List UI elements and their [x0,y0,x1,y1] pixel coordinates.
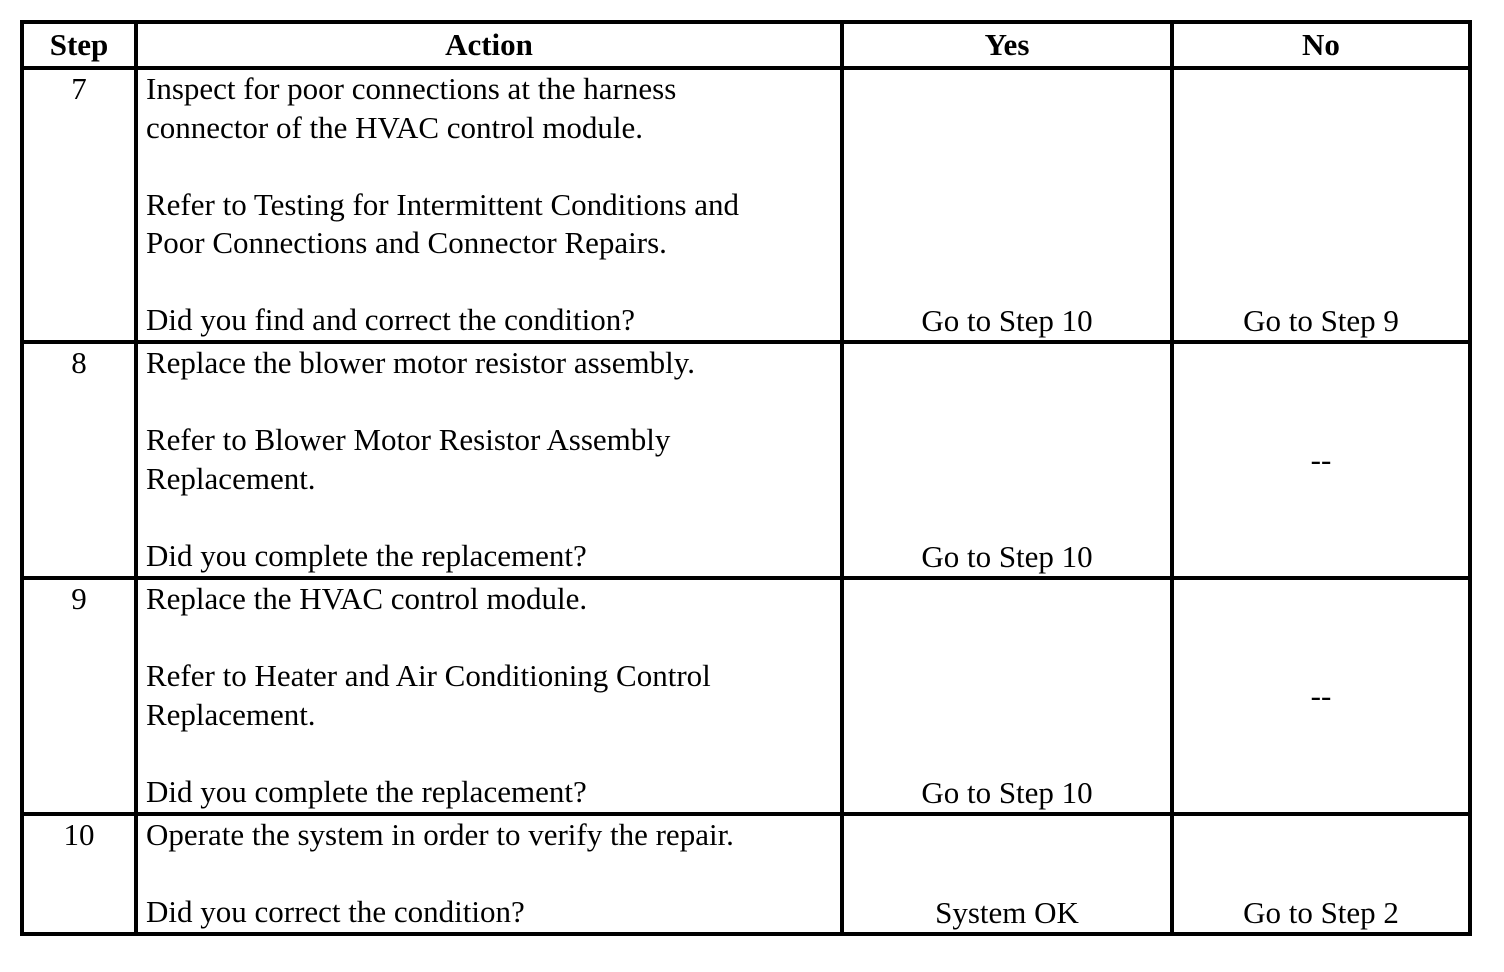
action-cell [136,814,842,934]
no-outcome: -- [1310,677,1332,713]
action-reference: Refer to Blower Motor Resistor Assembly [146,422,671,457]
action-reference: Replacement. [146,460,316,496]
action-question: Did you find and correct the condition? [146,302,635,337]
yes-outcome: Go to Step 10 [921,538,1093,574]
yes-cell [842,814,1172,934]
no-outcome: -- [1310,441,1332,477]
yes-outcome: System OK [935,894,1079,930]
action-text: connector of the HVAC control module. [146,109,644,145]
no-cell [1172,342,1470,578]
step-number: 7 [22,68,136,342]
action-text: Inspect for poor connections at the harness [146,71,677,106]
action-cell [136,342,842,578]
action-text: Operate the system in order to verify the repair. [146,817,734,852]
no-cell [1172,68,1470,342]
header-action: Action [136,22,842,68]
action-reference: Replacement. [146,696,316,732]
action-question: Did you complete the replacement? [146,773,587,809]
action-cell [136,68,842,342]
yes-cell [842,578,1172,814]
step-number: 9 [22,578,136,814]
header-no: No [1172,22,1470,68]
no-outcome: Go to Step 2 [1243,894,1399,930]
yes-cell [842,342,1172,578]
step-number: 8 [22,342,136,578]
no-cell [1172,578,1470,814]
yes-outcome: Go to Step 10 [921,774,1093,810]
diagnostic-procedure-table [20,20,1472,936]
yes-cell [842,68,1172,342]
action-text: Replace the HVAC control module. [146,581,588,616]
table-row [22,342,1470,578]
table-row [22,578,1470,814]
table-row [22,814,1470,934]
action-cell [136,578,842,814]
action-reference: Refer to Testing for Intermittent Conditions and [146,186,740,222]
step-number: 10 [22,814,136,934]
no-cell [1172,814,1470,934]
header-yes: Yes [842,22,1172,68]
header-step: Step [22,22,136,68]
action-question: Did you correct the condition? [146,894,525,929]
action-question: Did you complete the replacement? [146,537,587,573]
action-text: Replace the blower motor resistor assembly. [146,345,695,380]
action-reference: Refer to Heater and Air Conditioning Control [146,658,711,693]
action-reference: Poor Connections and Connector Repairs. [146,225,667,260]
yes-outcome: Go to Step 10 [921,302,1093,338]
table-header-row [22,22,1470,68]
table-row [22,68,1470,342]
no-outcome: Go to Step 9 [1243,302,1399,338]
